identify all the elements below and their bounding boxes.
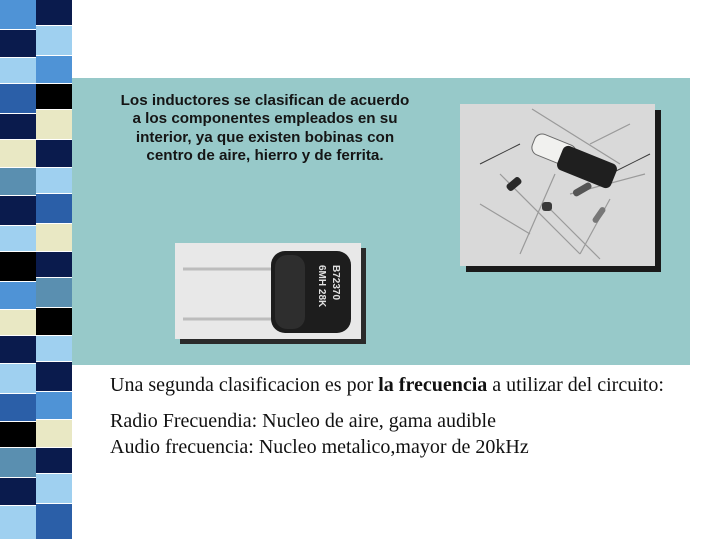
decorative-mosaic-strip	[0, 0, 72, 540]
slide-body	[110, 372, 690, 460]
ferrite-inductor-photo	[175, 243, 361, 339]
audio-frequency-line: Audio frecuencia: Nucleo metalico,mayor de 20kHz	[110, 436, 529, 458]
classification-paragraph	[110, 372, 690, 398]
highlight-frequency: la frecuencia	[378, 374, 488, 396]
paragraph-text-start: Una segunda clasificacion es por	[110, 374, 379, 396]
mosaic-column-right	[36, 0, 72, 540]
inductor-label-line2: 6MH 28K	[316, 265, 327, 308]
paragraph-text-end: a utilizar del circuito:	[487, 374, 664, 396]
mosaic-column-left	[0, 0, 36, 540]
radio-frequency-line: Radio Frecuendia: Nucleo de aire, gama audible	[110, 410, 496, 432]
panel-heading: Los inductores se clasifican de acuerdo a los componentes empleados en su interior, ya que existen bobinas con centro de aire, hierro y de ferrita.	[120, 92, 410, 165]
inductor-image-panel	[72, 78, 690, 365]
inductor-assortment-photo	[460, 104, 655, 266]
inductor-label-line1: B72370	[330, 265, 341, 301]
